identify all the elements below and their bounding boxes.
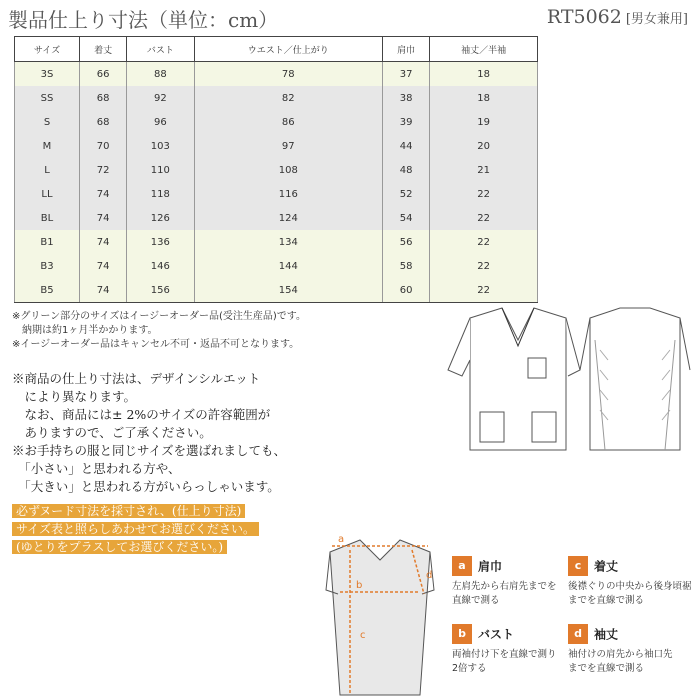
measurement-cell: 68 — [80, 110, 127, 134]
table-row — [15, 158, 538, 182]
legend-bust — [452, 624, 557, 676]
measurement-cell: 18 — [430, 62, 538, 87]
measurement-cell: 44 — [383, 134, 430, 158]
measurement-diagram — [320, 530, 440, 700]
highlight-line: 必ずヌード寸法を採寸され、(仕上り寸法) — [12, 504, 245, 518]
measurement-cell: 154 — [194, 278, 383, 303]
measurement-cell: 48 — [383, 158, 430, 182]
legend-desc: 袖付けの肩先から袖口先 — [568, 649, 673, 660]
remark-line: なお、商品には± 2%のサイズの許容範囲が — [12, 407, 271, 422]
column-header: 着丈 — [80, 37, 127, 62]
measurement-cell: 22 — [430, 254, 538, 278]
measurement-cell: 86 — [194, 110, 383, 134]
legend-desc: 両袖付け下を直線で測り — [452, 649, 557, 660]
legend-title: 袖丈 — [594, 627, 619, 642]
garment-illustration — [440, 300, 692, 460]
measurement-cell: 110 — [127, 158, 194, 182]
measurement-cell: 37 — [383, 62, 430, 87]
measurement-cell: 78 — [194, 62, 383, 87]
legend-title: 肩巾 — [478, 559, 503, 574]
table-row — [15, 206, 538, 230]
highlight-line: サイズ表と照らしあわせてお選びください。 — [12, 522, 259, 536]
measurement-cell: 126 — [127, 206, 194, 230]
measurement-cell: 96 — [127, 110, 194, 134]
table-row — [15, 230, 538, 254]
table-row — [15, 62, 538, 87]
legend-length — [568, 556, 692, 608]
remarks — [12, 370, 286, 496]
footnote-line: 納期は約1ヶ月半かかります。 — [12, 325, 158, 336]
diagram-label-a: a — [338, 534, 345, 545]
diagram-label-c: c — [360, 630, 366, 641]
page-title: 製品仕上り寸法（単位：cm） — [8, 8, 279, 32]
footnote-line: ※イージーオーダー品はキャンセル不可・返品不可となります。 — [12, 339, 300, 350]
measurement-cell: 118 — [127, 182, 194, 206]
measurement-cell: 38 — [383, 86, 430, 110]
measurement-cell: 22 — [430, 206, 538, 230]
measurement-cell: 124 — [194, 206, 383, 230]
measurement-cell: 39 — [383, 110, 430, 134]
unisex-note: [男女兼用] — [625, 12, 688, 27]
legend-badge: d — [568, 624, 588, 644]
product-code-text: RT5062 — [546, 6, 622, 28]
measurement-cell: 18 — [430, 86, 538, 110]
back-view — [580, 308, 690, 450]
measurement-cell: 116 — [194, 182, 383, 206]
measurement-cell: 68 — [80, 86, 127, 110]
measurement-cell: 74 — [80, 206, 127, 230]
measurement-cell: 22 — [430, 230, 538, 254]
footnotes — [12, 310, 306, 352]
measurement-cell: 58 — [383, 254, 430, 278]
measurement-cell: 74 — [80, 278, 127, 303]
column-header: 袖丈／半袖 — [430, 37, 538, 62]
size-label-cell: M — [15, 134, 80, 158]
measurement-cell: 22 — [430, 182, 538, 206]
size-label-cell: BL — [15, 206, 80, 230]
size-label-cell: B3 — [15, 254, 80, 278]
legend-desc: 直線で測る — [452, 595, 500, 606]
measurement-cell: 92 — [127, 86, 194, 110]
product-code — [547, 6, 688, 28]
legend-desc: までを直線で測る — [568, 663, 645, 674]
measurement-cell: 19 — [430, 110, 538, 134]
measurement-cell: 108 — [194, 158, 383, 182]
remark-line: ありますので、ご了承ください。 — [12, 425, 212, 440]
table-row — [15, 278, 538, 303]
size-label-cell: S — [15, 110, 80, 134]
table-row — [15, 86, 538, 110]
size-label-cell: B5 — [15, 278, 80, 303]
table-row — [15, 110, 538, 134]
legend-badge: c — [568, 556, 588, 576]
measurement-cell: 103 — [127, 134, 194, 158]
highlight-line: (ゆとりをプラスしてお選びください。) — [12, 540, 227, 554]
column-header: 肩巾 — [383, 37, 430, 62]
measurement-cell: 156 — [127, 278, 194, 303]
column-header: ウエスト／仕上がり — [194, 37, 383, 62]
front-view — [448, 308, 580, 450]
legend-badge: a — [452, 556, 472, 576]
legend-desc: 左肩先から右肩先までを — [452, 581, 557, 592]
measurement-cell: 136 — [127, 230, 194, 254]
measurement-cell: 146 — [127, 254, 194, 278]
measurement-cell: 22 — [430, 278, 538, 303]
measurement-cell: 134 — [194, 230, 383, 254]
column-header: サイズ — [15, 37, 80, 62]
measurement-cell: 88 — [127, 62, 194, 87]
measurement-cell: 60 — [383, 278, 430, 303]
measurement-cell: 66 — [80, 62, 127, 87]
legend-desc: までを直線で測る — [568, 595, 645, 606]
measurement-cell: 74 — [80, 230, 127, 254]
legend-sleeve — [568, 624, 673, 676]
measurement-cell: 54 — [383, 206, 430, 230]
legend-title: 着丈 — [594, 559, 619, 574]
measurement-cell: 56 — [383, 230, 430, 254]
remark-line: 「大きい」と思われる方がいらっしゃいます。 — [12, 479, 280, 494]
legend-badge: b — [452, 624, 472, 644]
size-label-cell: LL — [15, 182, 80, 206]
measurement-cell: 21 — [430, 158, 538, 182]
measurement-cell: 74 — [80, 182, 127, 206]
remark-line: 「小さい」と思われる方や、 — [12, 461, 181, 476]
remark-line: により異なります。 — [12, 389, 137, 404]
measurement-cell: 74 — [80, 254, 127, 278]
table-row — [15, 182, 538, 206]
table-header-row — [15, 37, 538, 62]
highlight-notice — [12, 502, 259, 556]
measurement-cell: 20 — [430, 134, 538, 158]
footnote-line: ※グリーン部分のサイズはイージーオーダー品(受注生産品)です。 — [12, 311, 306, 322]
legend-desc: 2倍する — [452, 663, 487, 674]
size-label-cell: SS — [15, 86, 80, 110]
legend-title: バスト — [478, 627, 515, 642]
column-header: バスト — [127, 37, 194, 62]
measurement-cell: 144 — [194, 254, 383, 278]
table-row — [15, 254, 538, 278]
legend-shoulder — [452, 556, 557, 608]
diagram-label-d: d — [426, 570, 433, 581]
measurement-cell: 52 — [383, 182, 430, 206]
measurement-cell: 82 — [194, 86, 383, 110]
size-table — [14, 36, 538, 303]
remark-line: ※お手持ちの服と同じサイズを選ばれましても、 — [12, 443, 287, 458]
measurement-cell: 72 — [80, 158, 127, 182]
measurement-cell: 70 — [80, 134, 127, 158]
size-label-cell: B1 — [15, 230, 80, 254]
size-label-cell: 3S — [15, 62, 80, 87]
legend-desc: 後襟ぐりの中央から後身頃裾 — [568, 581, 692, 592]
size-label-cell: L — [15, 158, 80, 182]
diagram-label-b: b — [356, 580, 363, 591]
table-row — [15, 134, 538, 158]
measurement-cell: 97 — [194, 134, 383, 158]
remark-line: ※商品の仕上り寸法は、デザインシルエット — [12, 371, 261, 386]
